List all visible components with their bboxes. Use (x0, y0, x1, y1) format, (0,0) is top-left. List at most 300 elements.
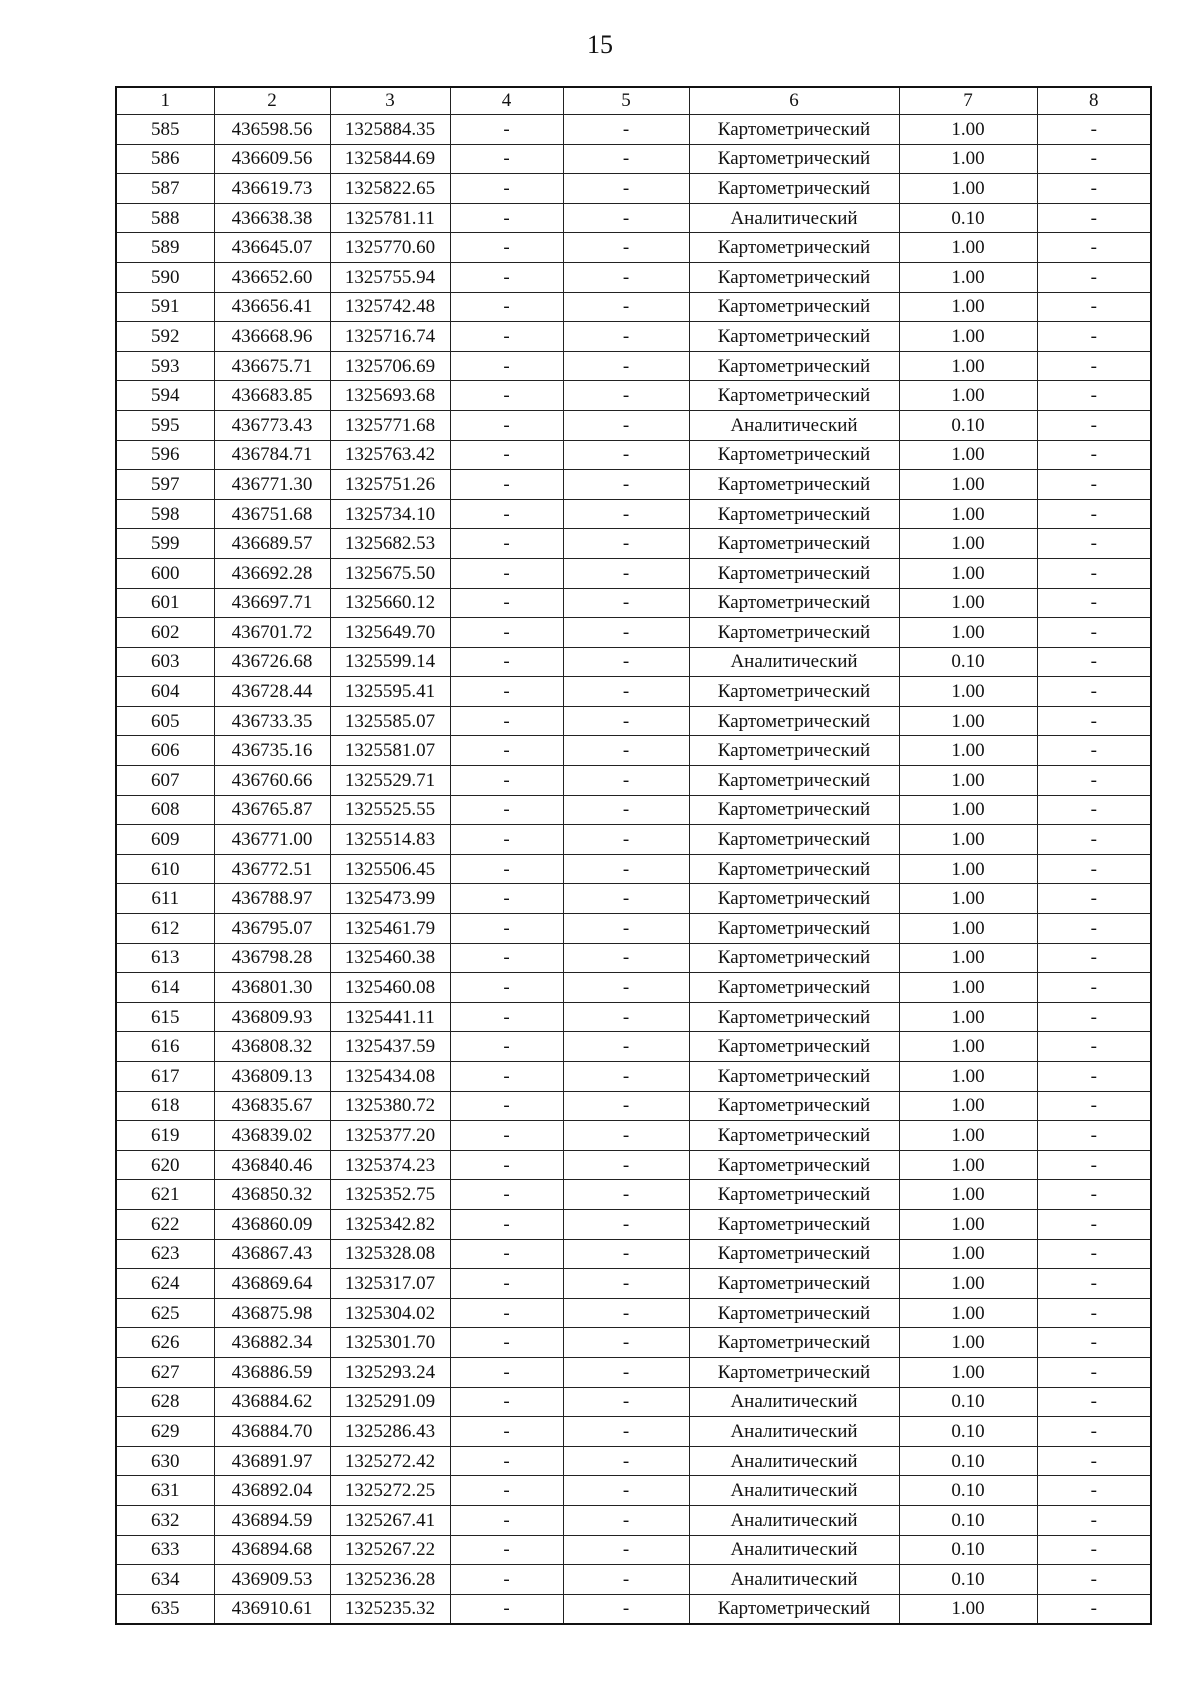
col5-cell: - (563, 1594, 689, 1624)
accuracy-cell: 1.00 (899, 884, 1037, 914)
col8-cell: - (1037, 262, 1151, 292)
col4-cell: - (450, 647, 563, 677)
accuracy-cell: 1.00 (899, 588, 1037, 618)
accuracy-cell: 1.00 (899, 1150, 1037, 1180)
accuracy-cell: 0.10 (899, 1565, 1037, 1595)
method-cell: Картометрический (689, 115, 899, 145)
col8-cell: - (1037, 1298, 1151, 1328)
col4-cell: - (450, 795, 563, 825)
method-cell: Картометрический (689, 1357, 899, 1387)
col8-cell: - (1037, 1062, 1151, 1092)
x-coordinate-cell: 436886.59 (214, 1357, 330, 1387)
x-coordinate-cell: 436683.85 (214, 381, 330, 411)
column-header: 8 (1037, 87, 1151, 115)
table-row (116, 736, 1151, 766)
y-coordinate-cell: 1325599.14 (330, 647, 450, 677)
table-row (116, 558, 1151, 588)
col5-cell: - (563, 1209, 689, 1239)
table-row (116, 440, 1151, 470)
y-coordinate-cell: 1325374.23 (330, 1150, 450, 1180)
accuracy-cell: 1.00 (899, 529, 1037, 559)
point-number-cell: 602 (116, 618, 214, 648)
col8-cell: - (1037, 766, 1151, 796)
col5-cell: - (563, 1062, 689, 1092)
table-row (116, 1121, 1151, 1151)
table-row (116, 795, 1151, 825)
y-coordinate-cell: 1325460.38 (330, 943, 450, 973)
col4-cell: - (450, 1239, 563, 1269)
x-coordinate-cell: 436839.02 (214, 1121, 330, 1151)
col4-cell: - (450, 233, 563, 263)
col4-cell: - (450, 736, 563, 766)
accuracy-cell: 0.10 (899, 1535, 1037, 1565)
x-coordinate-cell: 436645.07 (214, 233, 330, 263)
col5-cell: - (563, 322, 689, 352)
method-cell: Аналитический (689, 1565, 899, 1595)
y-coordinate-cell: 1325844.69 (330, 144, 450, 174)
x-coordinate-cell: 436860.09 (214, 1209, 330, 1239)
point-number-cell: 592 (116, 322, 214, 352)
col4-cell: - (450, 588, 563, 618)
y-coordinate-cell: 1325461.79 (330, 914, 450, 944)
col4-cell: - (450, 292, 563, 322)
method-cell: Картометрический (689, 233, 899, 263)
col8-cell: - (1037, 351, 1151, 381)
accuracy-cell: 1.00 (899, 351, 1037, 381)
col4-cell: - (450, 1150, 563, 1180)
table-header-row (116, 87, 1151, 115)
col8-cell: - (1037, 1328, 1151, 1358)
col8-cell: - (1037, 1446, 1151, 1476)
method-cell: Аналитический (689, 1505, 899, 1535)
y-coordinate-cell: 1325675.50 (330, 558, 450, 588)
point-number-cell: 596 (116, 440, 214, 470)
accuracy-cell: 1.00 (899, 1209, 1037, 1239)
table-row (116, 884, 1151, 914)
col5-cell: - (563, 381, 689, 411)
accuracy-cell: 1.00 (899, 1032, 1037, 1062)
method-cell: Картометрический (689, 854, 899, 884)
col4-cell: - (450, 1209, 563, 1239)
accuracy-cell: 1.00 (899, 795, 1037, 825)
col5-cell: - (563, 1239, 689, 1269)
y-coordinate-cell: 1325301.70 (330, 1328, 450, 1358)
method-cell: Картометрический (689, 381, 899, 411)
col8-cell: - (1037, 115, 1151, 145)
col5-cell: - (563, 1505, 689, 1535)
point-number-cell: 632 (116, 1505, 214, 1535)
col8-cell: - (1037, 825, 1151, 855)
col4-cell: - (450, 854, 563, 884)
y-coordinate-cell: 1325770.60 (330, 233, 450, 263)
point-number-cell: 597 (116, 470, 214, 500)
point-number-cell: 606 (116, 736, 214, 766)
y-coordinate-cell: 1325763.42 (330, 440, 450, 470)
method-cell: Картометрический (689, 1298, 899, 1328)
col5-cell: - (563, 144, 689, 174)
table-row (116, 706, 1151, 736)
point-number-cell: 589 (116, 233, 214, 263)
col8-cell: - (1037, 144, 1151, 174)
y-coordinate-cell: 1325751.26 (330, 470, 450, 500)
accuracy-cell: 1.00 (899, 322, 1037, 352)
y-coordinate-cell: 1325286.43 (330, 1417, 450, 1447)
table-row (116, 973, 1151, 1003)
table-row (116, 529, 1151, 559)
col5-cell: - (563, 558, 689, 588)
y-coordinate-cell: 1325529.71 (330, 766, 450, 796)
method-cell: Картометрический (689, 736, 899, 766)
col5-cell: - (563, 647, 689, 677)
x-coordinate-cell: 436656.41 (214, 292, 330, 322)
table-row (116, 292, 1151, 322)
x-coordinate-cell: 436735.16 (214, 736, 330, 766)
method-cell: Картометрический (689, 884, 899, 914)
accuracy-cell: 1.00 (899, 1594, 1037, 1624)
x-coordinate-cell: 436892.04 (214, 1476, 330, 1506)
x-coordinate-cell: 436882.34 (214, 1328, 330, 1358)
point-number-cell: 605 (116, 706, 214, 736)
point-number-cell: 623 (116, 1239, 214, 1269)
accuracy-cell: 1.00 (899, 470, 1037, 500)
col8-cell: - (1037, 381, 1151, 411)
method-cell: Аналитический (689, 1387, 899, 1417)
col5-cell: - (563, 174, 689, 204)
col8-cell: - (1037, 174, 1151, 204)
col8-cell: - (1037, 322, 1151, 352)
col8-cell: - (1037, 943, 1151, 973)
column-header: 5 (563, 87, 689, 115)
accuracy-cell: 1.00 (899, 736, 1037, 766)
point-number-cell: 634 (116, 1565, 214, 1595)
col5-cell: - (563, 766, 689, 796)
point-number-cell: 614 (116, 973, 214, 1003)
accuracy-cell: 0.10 (899, 1476, 1037, 1506)
col8-cell: - (1037, 1032, 1151, 1062)
point-number-cell: 625 (116, 1298, 214, 1328)
method-cell: Картометрический (689, 766, 899, 796)
col5-cell: - (563, 1417, 689, 1447)
col5-cell: - (563, 825, 689, 855)
point-number-cell: 595 (116, 410, 214, 440)
col5-cell: - (563, 677, 689, 707)
x-coordinate-cell: 436875.98 (214, 1298, 330, 1328)
point-number-cell: 610 (116, 854, 214, 884)
x-coordinate-cell: 436675.71 (214, 351, 330, 381)
method-cell: Картометрический (689, 262, 899, 292)
y-coordinate-cell: 1325693.68 (330, 381, 450, 411)
col8-cell: - (1037, 1535, 1151, 1565)
point-number-cell: 603 (116, 647, 214, 677)
y-coordinate-cell: 1325716.74 (330, 322, 450, 352)
col8-cell: - (1037, 1239, 1151, 1269)
table-row (116, 115, 1151, 145)
x-coordinate-cell: 436867.43 (214, 1239, 330, 1269)
x-coordinate-cell: 436808.32 (214, 1032, 330, 1062)
col4-cell: - (450, 914, 563, 944)
y-coordinate-cell: 1325822.65 (330, 174, 450, 204)
col8-cell: - (1037, 1269, 1151, 1299)
col5-cell: - (563, 1121, 689, 1151)
col4-cell: - (450, 558, 563, 588)
col8-cell: - (1037, 973, 1151, 1003)
col8-cell: - (1037, 1091, 1151, 1121)
x-coordinate-cell: 436910.61 (214, 1594, 330, 1624)
point-number-cell: 615 (116, 1002, 214, 1032)
point-number-cell: 607 (116, 766, 214, 796)
accuracy-cell: 1.00 (899, 499, 1037, 529)
col5-cell: - (563, 233, 689, 263)
method-cell: Картометрический (689, 558, 899, 588)
method-cell: Картометрический (689, 1002, 899, 1032)
col4-cell: - (450, 1565, 563, 1595)
point-number-cell: 626 (116, 1328, 214, 1358)
x-coordinate-cell: 436760.66 (214, 766, 330, 796)
col8-cell: - (1037, 854, 1151, 884)
table-row (116, 1446, 1151, 1476)
accuracy-cell: 1.00 (899, 1239, 1037, 1269)
col4-cell: - (450, 973, 563, 1003)
table-row (116, 1594, 1151, 1624)
method-cell: Картометрический (689, 1180, 899, 1210)
accuracy-cell: 0.10 (899, 203, 1037, 233)
point-number-cell: 611 (116, 884, 214, 914)
point-number-cell: 598 (116, 499, 214, 529)
point-number-cell: 635 (116, 1594, 214, 1624)
table-row (116, 1062, 1151, 1092)
y-coordinate-cell: 1325771.68 (330, 410, 450, 440)
y-coordinate-cell: 1325272.25 (330, 1476, 450, 1506)
y-coordinate-cell: 1325380.72 (330, 1091, 450, 1121)
col5-cell: - (563, 588, 689, 618)
accuracy-cell: 1.00 (899, 381, 1037, 411)
accuracy-cell: 1.00 (899, 292, 1037, 322)
column-header: 7 (899, 87, 1037, 115)
x-coordinate-cell: 436771.30 (214, 470, 330, 500)
accuracy-cell: 1.00 (899, 618, 1037, 648)
point-number-cell: 608 (116, 795, 214, 825)
col4-cell: - (450, 1505, 563, 1535)
accuracy-cell: 1.00 (899, 174, 1037, 204)
point-number-cell: 612 (116, 914, 214, 944)
col8-cell: - (1037, 1417, 1151, 1447)
x-coordinate-cell: 436795.07 (214, 914, 330, 944)
table-row (116, 174, 1151, 204)
y-coordinate-cell: 1325742.48 (330, 292, 450, 322)
accuracy-cell: 1.00 (899, 144, 1037, 174)
table-row (116, 1002, 1151, 1032)
col8-cell: - (1037, 1387, 1151, 1417)
accuracy-cell: 1.00 (899, 1298, 1037, 1328)
col4-cell: - (450, 884, 563, 914)
table-row (116, 1565, 1151, 1595)
accuracy-cell: 1.00 (899, 1357, 1037, 1387)
col4-cell: - (450, 115, 563, 145)
column-header: 6 (689, 87, 899, 115)
x-coordinate-cell: 436809.13 (214, 1062, 330, 1092)
accuracy-cell: 0.10 (899, 1446, 1037, 1476)
accuracy-cell: 0.10 (899, 1387, 1037, 1417)
accuracy-cell: 1.00 (899, 1091, 1037, 1121)
accuracy-cell: 1.00 (899, 943, 1037, 973)
accuracy-cell: 1.00 (899, 1062, 1037, 1092)
accuracy-cell: 1.00 (899, 262, 1037, 292)
table-row (116, 677, 1151, 707)
col4-cell: - (450, 440, 563, 470)
col4-cell: - (450, 174, 563, 204)
x-coordinate-cell: 436609.56 (214, 144, 330, 174)
col8-cell: - (1037, 884, 1151, 914)
col5-cell: - (563, 529, 689, 559)
table-row (116, 1417, 1151, 1447)
accuracy-cell: 1.00 (899, 1002, 1037, 1032)
x-coordinate-cell: 436884.70 (214, 1417, 330, 1447)
column-header: 2 (214, 87, 330, 115)
method-cell: Аналитический (689, 1535, 899, 1565)
method-cell: Картометрический (689, 1328, 899, 1358)
col5-cell: - (563, 470, 689, 500)
table-row (116, 1476, 1151, 1506)
table-row (116, 144, 1151, 174)
col8-cell: - (1037, 1209, 1151, 1239)
col5-cell: - (563, 440, 689, 470)
x-coordinate-cell: 436733.35 (214, 706, 330, 736)
method-cell: Картометрический (689, 677, 899, 707)
x-coordinate-cell: 436765.87 (214, 795, 330, 825)
method-cell: Картометрический (689, 440, 899, 470)
col4-cell: - (450, 144, 563, 174)
point-number-cell: 594 (116, 381, 214, 411)
table-row (116, 381, 1151, 411)
method-cell: Картометрический (689, 706, 899, 736)
accuracy-cell: 1.00 (899, 1269, 1037, 1299)
table-row (116, 351, 1151, 381)
accuracy-cell: 1.00 (899, 706, 1037, 736)
accuracy-cell: 0.10 (899, 1417, 1037, 1447)
method-cell: Картометрический (689, 973, 899, 1003)
method-cell: Картометрический (689, 174, 899, 204)
col5-cell: - (563, 410, 689, 440)
method-cell: Аналитический (689, 1446, 899, 1476)
accuracy-cell: 1.00 (899, 825, 1037, 855)
table-row (116, 1209, 1151, 1239)
col5-cell: - (563, 1269, 689, 1299)
point-number-cell: 617 (116, 1062, 214, 1092)
method-cell: Картометрический (689, 1150, 899, 1180)
table-row (116, 825, 1151, 855)
point-number-cell: 621 (116, 1180, 214, 1210)
accuracy-cell: 1.00 (899, 854, 1037, 884)
col8-cell: - (1037, 1594, 1151, 1624)
col8-cell: - (1037, 647, 1151, 677)
col4-cell: - (450, 1298, 563, 1328)
accuracy-cell: 1.00 (899, 558, 1037, 588)
col8-cell: - (1037, 470, 1151, 500)
col5-cell: - (563, 1002, 689, 1032)
table-body (116, 115, 1151, 1625)
point-number-cell: 609 (116, 825, 214, 855)
col5-cell: - (563, 1328, 689, 1358)
point-number-cell: 631 (116, 1476, 214, 1506)
method-cell: Аналитический (689, 647, 899, 677)
table-row (116, 470, 1151, 500)
point-number-cell: 588 (116, 203, 214, 233)
col8-cell: - (1037, 795, 1151, 825)
method-cell: Картометрический (689, 1032, 899, 1062)
y-coordinate-cell: 1325441.11 (330, 1002, 450, 1032)
col5-cell: - (563, 1180, 689, 1210)
col5-cell: - (563, 1032, 689, 1062)
x-coordinate-cell: 436869.64 (214, 1269, 330, 1299)
point-number-cell: 590 (116, 262, 214, 292)
col8-cell: - (1037, 233, 1151, 263)
y-coordinate-cell: 1325660.12 (330, 588, 450, 618)
method-cell: Аналитический (689, 410, 899, 440)
y-coordinate-cell: 1325293.24 (330, 1357, 450, 1387)
col4-cell: - (450, 1062, 563, 1092)
col5-cell: - (563, 1357, 689, 1387)
col4-cell: - (450, 766, 563, 796)
x-coordinate-cell: 436798.28 (214, 943, 330, 973)
table-row (116, 943, 1151, 973)
point-number-cell: 633 (116, 1535, 214, 1565)
y-coordinate-cell: 1325514.83 (330, 825, 450, 855)
point-number-cell: 613 (116, 943, 214, 973)
y-coordinate-cell: 1325291.09 (330, 1387, 450, 1417)
table-row (116, 322, 1151, 352)
x-coordinate-cell: 436598.56 (214, 115, 330, 145)
col4-cell: - (450, 1535, 563, 1565)
x-coordinate-cell: 436668.96 (214, 322, 330, 352)
col4-cell: - (450, 203, 563, 233)
y-coordinate-cell: 1325272.42 (330, 1446, 450, 1476)
col5-cell: - (563, 943, 689, 973)
method-cell: Картометрический (689, 144, 899, 174)
col8-cell: - (1037, 440, 1151, 470)
x-coordinate-cell: 436894.59 (214, 1505, 330, 1535)
accuracy-cell: 1.00 (899, 677, 1037, 707)
col4-cell: - (450, 825, 563, 855)
col4-cell: - (450, 1417, 563, 1447)
table-row (116, 1180, 1151, 1210)
x-coordinate-cell: 436884.62 (214, 1387, 330, 1417)
col4-cell: - (450, 706, 563, 736)
table-row (116, 1298, 1151, 1328)
x-coordinate-cell: 436894.68 (214, 1535, 330, 1565)
point-number-cell: 627 (116, 1357, 214, 1387)
point-number-cell: 619 (116, 1121, 214, 1151)
y-coordinate-cell: 1325236.28 (330, 1565, 450, 1595)
y-coordinate-cell: 1325235.32 (330, 1594, 450, 1624)
y-coordinate-cell: 1325473.99 (330, 884, 450, 914)
method-cell: Картометрический (689, 1594, 899, 1624)
col8-cell: - (1037, 410, 1151, 440)
method-cell: Картометрический (689, 529, 899, 559)
col5-cell: - (563, 1476, 689, 1506)
y-coordinate-cell: 1325755.94 (330, 262, 450, 292)
point-number-cell: 586 (116, 144, 214, 174)
y-coordinate-cell: 1325267.22 (330, 1535, 450, 1565)
col8-cell: - (1037, 1121, 1151, 1151)
col5-cell: - (563, 1446, 689, 1476)
y-coordinate-cell: 1325437.59 (330, 1032, 450, 1062)
point-number-cell: 618 (116, 1091, 214, 1121)
table-row (116, 618, 1151, 648)
table-row (116, 233, 1151, 263)
col4-cell: - (450, 322, 563, 352)
col8-cell: - (1037, 1505, 1151, 1535)
point-number-cell: 599 (116, 529, 214, 559)
